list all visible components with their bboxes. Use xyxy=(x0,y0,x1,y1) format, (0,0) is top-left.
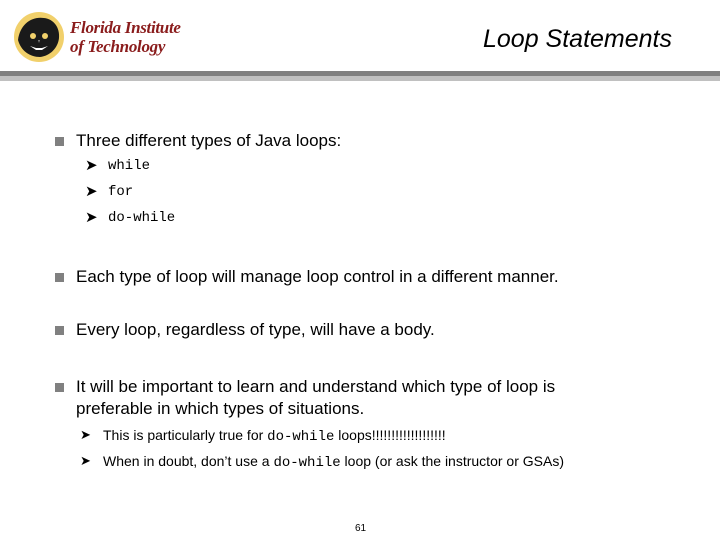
note-code: do-while xyxy=(273,455,341,471)
note-code: do-while xyxy=(267,429,335,445)
arrow-bullet-icon: ➤ xyxy=(85,157,98,174)
slide-title: Loop Statements xyxy=(482,25,672,53)
logo-text xyxy=(70,18,181,56)
square-bullet-icon xyxy=(55,326,64,335)
page-number: 61 xyxy=(355,523,367,534)
sub-item-text: for xyxy=(108,184,134,200)
header-rule-light xyxy=(0,76,720,81)
note-pre: This is particularly true for xyxy=(103,427,268,443)
sub-item-text: while xyxy=(108,158,151,174)
square-bullet-icon xyxy=(55,383,64,392)
square-bullet-icon xyxy=(55,137,64,146)
fit-logo xyxy=(12,10,182,65)
note-text xyxy=(103,426,446,446)
logo-line-1: Florida Institute xyxy=(70,18,181,37)
bullet-text: Each type of loop will manage loop control in a different manner. xyxy=(76,267,559,286)
note-pre: When in doubt, don’t use a xyxy=(103,453,274,469)
arrow-bullet-icon: ➤ xyxy=(85,183,98,200)
bullet-text-line-1: It will be important to learn and understand which type of loop is xyxy=(76,377,556,396)
bullet-text: Every loop, regardless of type, will have a body. xyxy=(76,320,435,339)
note-text xyxy=(103,452,564,472)
arrow-bullet-icon: ➤ xyxy=(85,209,98,226)
note-post: loop (or ask the instructor or GSAs) xyxy=(340,453,564,469)
note-post: loops!!!!!!!!!!!!!!!!!!! xyxy=(334,427,446,443)
bullet-text-line-2: preferable in which types of situations. xyxy=(76,399,365,418)
square-bullet-icon xyxy=(55,273,64,282)
bullet-text: Three different types of Java loops: xyxy=(76,131,342,150)
logo-line-2: of Technology xyxy=(70,37,166,56)
arrow-bullet-icon: ➤ xyxy=(80,453,91,468)
sub-item-text: do-while xyxy=(108,210,176,226)
panther-mascot-icon xyxy=(12,10,66,64)
arrow-bullet-icon: ➤ xyxy=(80,427,91,442)
